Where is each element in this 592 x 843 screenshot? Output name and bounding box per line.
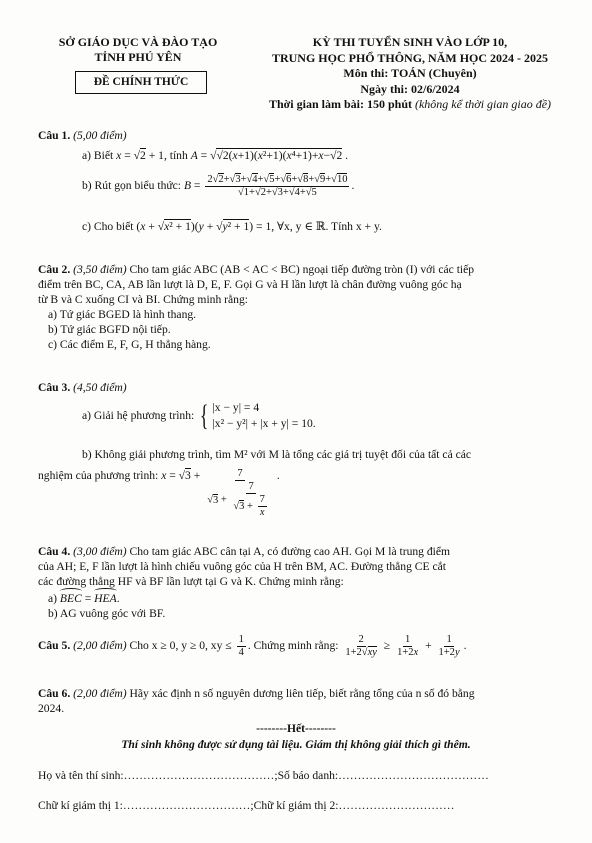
- exam-duration: Thời gian làm bài: 150 phút (không kể thời gian giao đề): [268, 97, 552, 112]
- q3-system: |x − y| = 4 |x² − y²| + |x + y| = 10.: [212, 401, 316, 430]
- exam-title-block: [245, 35, 575, 113]
- q2-block: Câu 2. (3,50 điểm) Cho tam giác ABC (AB < AC < BC) ngoại tiếp đường tròn (I) với các tiếp điểm trên BC, CA, AB lần lượt là D, E, F. Gọi G và H lần lượt là chân đường vuông góc hạ từ B và C xuống CI và BI. Chứng minh rằng: a) Tứ giác BGED là hình thang. b) Tứ giác BGFD nội tiếp. c) Các điểm E, F, G, H thẳng hàng.: [38, 263, 475, 352]
- exam-subject: Môn thi: TOÁN (Chuyên): [343, 66, 477, 81]
- exam-title-line2: TRUNG HỌC PHỔ THÔNG, NĂM HỌC 2024 - 2025: [271, 50, 549, 65]
- q3-heading: Câu 3. (4,50 điểm): [38, 381, 127, 394]
- q1-b: b) Rút gọn biểu thức: B = $\frac{2√2+√3+√4+√5+√6+√8+√9+√10}{√1+√2+√3+√4+√5}$ .: [82, 174, 355, 199]
- q6-block: Câu 6. (2,00 điểm) Hãy xác định n số nguyên dương liên tiếp, biết rằng tổng của n số đó bằng 2024.: [38, 687, 475, 716]
- q1-a: a) Biết x = √2 + 1, tính A = √√2(x+1)(x²+1)(x⁴+1)+x−√2 .: [82, 149, 349, 162]
- q3-a: a) Giải hệ phương trình: { |x − y| = 4 |x² − y²| + |x + y| = 10.: [82, 398, 316, 432]
- q4-block: Câu 4. (3,00 điểm) Cho tam giác ABC cân tại A, có đường cao AH. Gọi M là trung điểm của AH; E, F lần lượt là hình chiếu vuông góc của H trên BM, AC. Đường thẳng CE cắt các đường thẳng HF và BF lần lượt tại G và K. Chứng minh rằng: a) BEC = HEA. b) AG vuông góc với BF.: [38, 545, 451, 621]
- candidate-info-line: Họ và tên thí sinh:…………………………………;Số báo danh:…………………………………: [38, 769, 489, 782]
- province-name: TỈNH PHÚ YÊN: [94, 50, 182, 64]
- q1-b-fraction: $\frac{2√2+√3+√4+√5+√6+√8+√9+√10}{√1+√2+√3+√4+√5}$: [207, 174, 348, 199]
- department-name: SỞ GIÁO DỤC VÀ ĐÀO TẠO: [58, 35, 218, 49]
- exam-note: Thí sinh không được sử dụng tài liệu. Giám thị không giải thích gì thêm.: [121, 738, 471, 751]
- exam-date: Ngày thi: 02/6/2024: [360, 81, 460, 96]
- q3-b: b) Không giải phương trình, tìm M² với M là tổng các giá trị tuyệt đối của tất cả các nghiệm của phương trình: x = √3 + 7 √3 + 7 √3 + $\frac{7}{x}$ .: [38, 448, 472, 519]
- official-label: ĐỀ CHÍNH THỨC: [75, 71, 207, 94]
- supervisor-sign-line: Chữ kí giám thị 1:……………………………;Chữ kí giám thị 2:…………………………: [38, 799, 455, 812]
- exam-title-line1: KỲ THI TUYỂN SINH VÀO LỚP 10,: [312, 35, 508, 49]
- q5-block: Câu 5. (2,00 điểm) Cho x ≥ 0, y ≥ 0, xy ≤ $\frac{1}{4}$ . Chứng minh rằng: $\frac{2}{1+2√xy}$ ≥ $\frac{1}{1+2x}$ + $\frac{1}{1+2y}$ .: [38, 634, 467, 659]
- q1-heading: Câu 1. (5,00 điểm): [38, 129, 127, 142]
- end-marker: --------Hết--------: [256, 722, 336, 735]
- q3-continued-fraction: 7 √3 + 7 √3 + $\frac{7}{x}$: [207, 468, 265, 519]
- department-block: [38, 35, 238, 65]
- q1-c: c) Cho biết (x + √x² + 1)(y + √y² + 1) = 1, ∀x, y ∈ ℝ. Tính x + y.: [82, 220, 382, 233]
